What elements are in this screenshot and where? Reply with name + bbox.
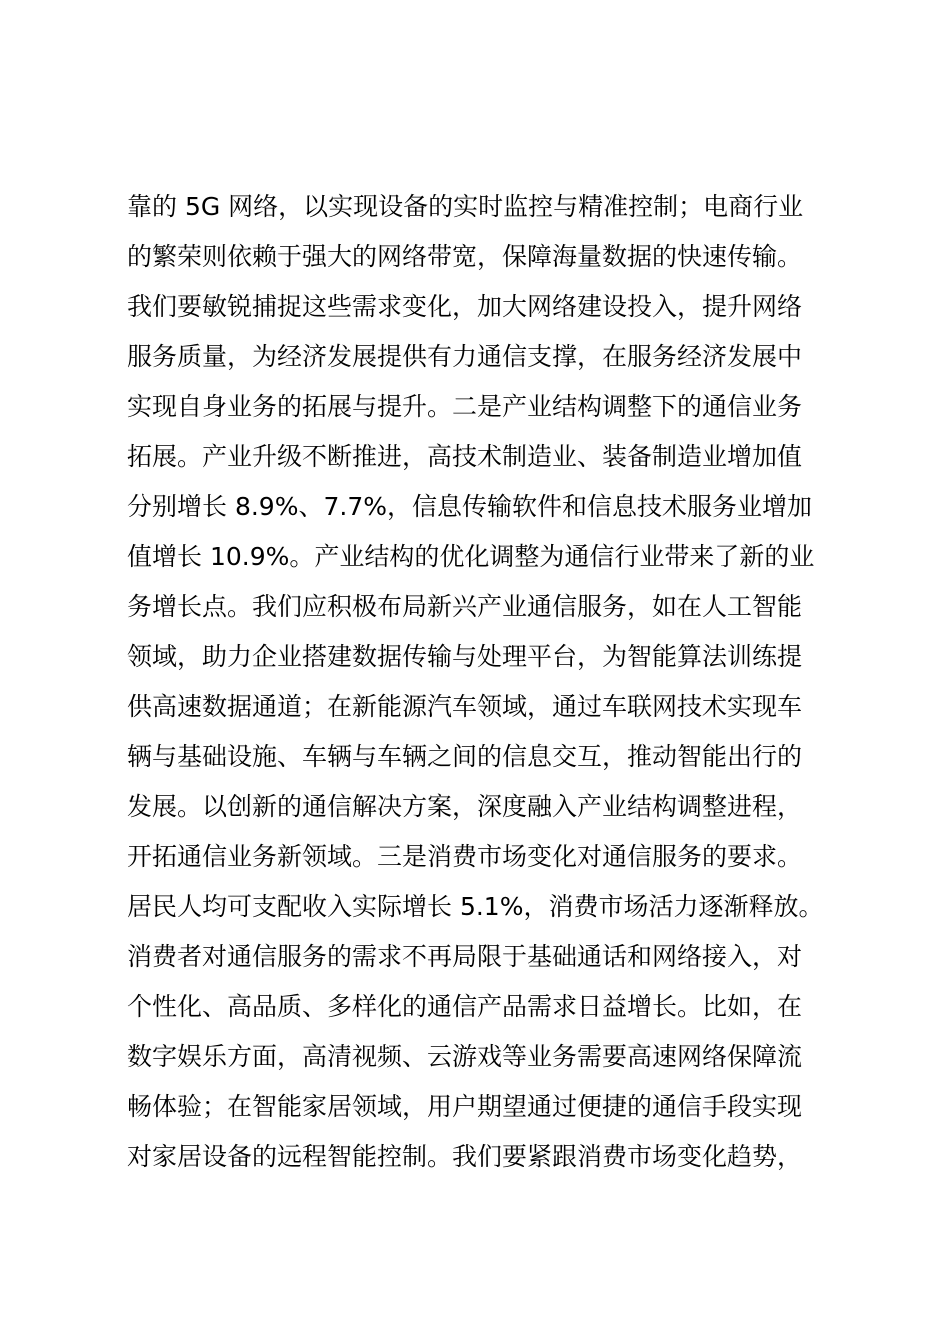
text-line: 务增长点。我们应积极布局新兴产业通信服务，如在人工智能 xyxy=(127,592,803,621)
text-line: 消费者对通信服务的需求不再局限于基础通话和网络接入，对 xyxy=(127,942,803,971)
text-line: 实现自身业务的拓展与提升。二是产业结构调整下的通信业务 xyxy=(127,392,803,421)
text-line: 供高速数据通道；在新能源汽车领域，通过车联网技术实现车 xyxy=(127,692,803,721)
text-line: 畅体验；在智能家居领域，用户期望通过便捷的通信手段实现 xyxy=(127,1092,803,1121)
text-line: 的繁荣则依赖于强大的网络带宽，保障海量数据的快速传输。 xyxy=(127,242,803,271)
text-line: 居民人均可支配收入实际增长 5.1%，消费市场活力逐渐释放。 xyxy=(127,892,824,921)
text-line: 值增长 10.9%。产业结构的优化调整为通信行业带来了新的业 xyxy=(127,542,815,571)
body-text xyxy=(127,182,847,1182)
text-line: 开拓通信业务新领域。三是消费市场变化对通信服务的要求。 xyxy=(127,842,803,871)
text-line: 我们要敏锐捕捉这些需求变化，加大网络建设投入，提升网络 xyxy=(127,292,803,321)
text-line: 辆与基础设施、车辆与车辆之间的信息交互，推动智能出行的 xyxy=(127,742,803,771)
text-line: 服务质量，为经济发展提供有力通信支撑，在服务经济发展中 xyxy=(127,342,803,371)
text-line: 个性化、高品质、多样化的通信产品需求日益增长。比如，在 xyxy=(127,992,803,1021)
text-line: 靠的 5G 网络，以实现设备的实时监控与精准控制；电商行业 xyxy=(127,192,804,221)
text-line: 领域，助力企业搭建数据传输与处理平台，为智能算法训练提 xyxy=(127,642,803,671)
text-line: 发展。以创新的通信解决方案，深度融入产业结构调整进程， xyxy=(127,792,803,821)
text-line: 分别增长 8.9%、7.7%，信息传输软件和信息技术服务业增加 xyxy=(127,492,812,521)
text-line: 拓展。产业升级不断推进，高技术制造业、装备制造业增加值 xyxy=(127,442,803,471)
text-line: 数字娱乐方面，高清视频、云游戏等业务需要高速网络保障流 xyxy=(127,1042,803,1071)
text-line: 对家居设备的远程智能控制。我们要紧跟消费市场变化趋势， xyxy=(127,1142,803,1171)
